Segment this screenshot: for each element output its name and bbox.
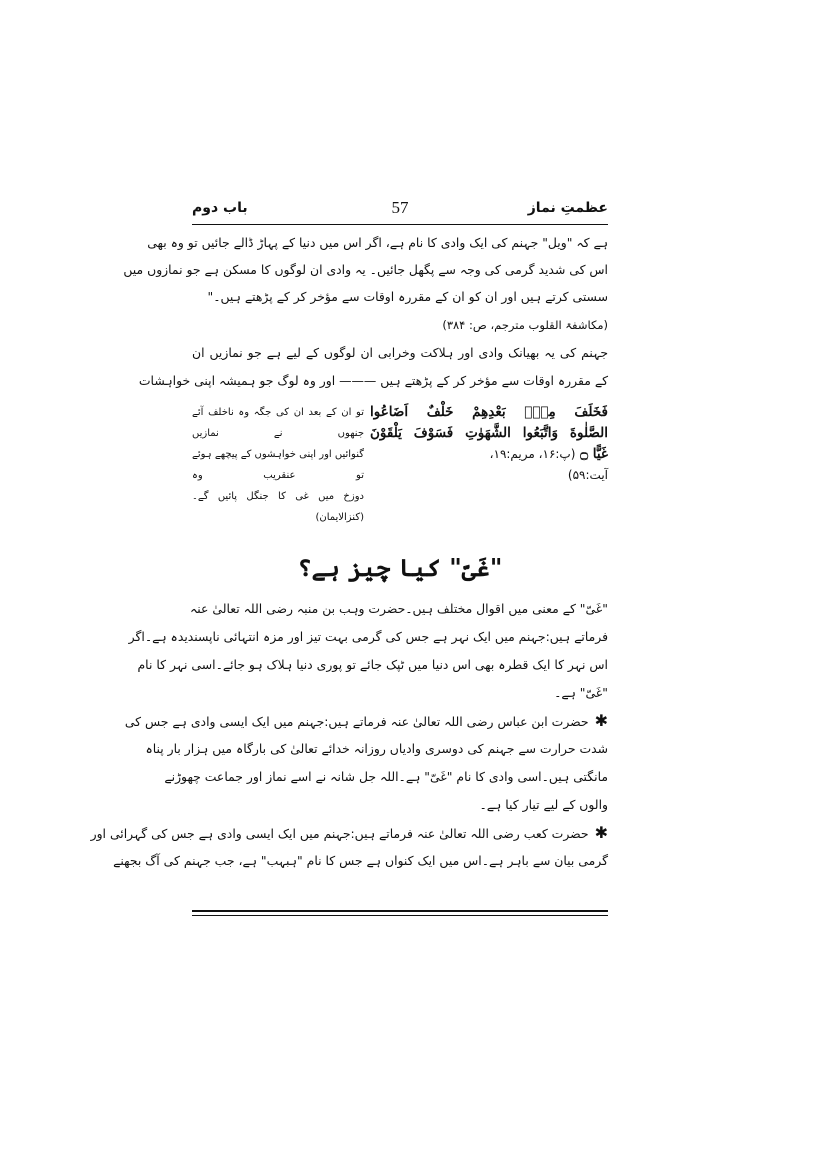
bullet1-line-1	[124, 708, 608, 735]
page-number: 57	[391, 198, 409, 217]
intro-citation: (مکاشفۃ القلوب مترجم، ص: ۳۸۴)	[442, 318, 608, 332]
footer-rule-thick	[192, 910, 608, 912]
footer-rule-thin	[192, 915, 608, 916]
section-line-3: اس نہر کا ایک قطرہ بھی اس دنیا میں ٹپک جائے تو پوری دنیا ہلاک ہو جائے۔اسی نہر کا نام	[137, 657, 608, 672]
section-heading: "غَیّ" کیا چیز ہے؟	[297, 553, 503, 582]
bullet1-line-3: مانگتی ہیں۔اسی وادی کا نام "غَیّ" ہے۔اللہ جل شانہ نے اسے نماز اور جماعت چھوڑنے	[164, 769, 608, 784]
book-page	[90, 198, 608, 920]
section-line-2: فرماتے ہیں:جہنم میں ایک نہر ہے جس کی گرمی بہت تیز اور مزہ انتہائی ناپسندیدہ ہے۔اگر	[128, 629, 608, 644]
bullet2-line-2: گرمی بیان سے باہر ہے۔اس میں ایک کنواں ہے جس کا نام "ہبہب" ہے، جب جہنم کی آگ بجھنے	[113, 853, 608, 868]
intro-line-3: سستی کرتے ہیں اور ان کو ان کے مقررہ اوقات سے مؤخر کر کے پڑھتے ہیں۔"	[207, 289, 608, 304]
verse-translation-line-1: تو ان کے بعد ان کی جگہ وہ ناخلف آئے جنھوں نے نمازیں	[192, 407, 364, 439]
verse-translation	[192, 402, 364, 528]
para2-line-2: کے مقررہ اوقات سے مؤخر کر کے پڑھتے ہیں ——— اور وہ لوگ جو ہمیشہ اپنی خواہشات	[138, 373, 608, 388]
intro-line-1: ہے کہ "ویل" جہنم کی ایک وادی کا نام ہے، اگر اس میں دنیا کے پہاڑ ڈالے جائیں تو وہ بھی	[147, 235, 608, 250]
verse-arabic-line-1: فَخَلَفَ مِنْۢ بَعْدِهِمْ خَلْفٌ اَضَاعُوا	[370, 404, 608, 420]
book-title: عظمتِ نماز	[527, 200, 608, 216]
page-header	[192, 200, 608, 224]
bullet2-text-1: حضرت کعب رضی اللہ تعالیٰ عنہ فرماتے ہیں:جہنم میں ایک ایسی وادی ہے جس کی گہرائی اور	[90, 826, 589, 841]
bullet-star-icon: ✱	[594, 711, 608, 730]
verse-translation-line-3: دوزخ میں غی کا جنگل پائیں گے۔(کنزالایمان)	[192, 491, 364, 523]
verse-arabic-line-3: غَيًّا ۝ (پ:۱۶، مریم:۱۹،	[489, 446, 608, 462]
verse-reference-inline: (پ:۱۶، مریم:۱۹،	[489, 447, 576, 461]
section-line-4: "غَیّ" ہے۔	[554, 685, 608, 700]
bullet2-line-1	[90, 820, 608, 847]
section-line-1: "غَیّ" کے معنی میں اقوال مختلف ہیں۔حضرت وہب بن منبہ رضی اللہ تعالیٰ عنہ	[190, 601, 608, 616]
verse-translation-line-2: گنوائیں اور اپنی خواہشوں کے پیچھے ہوئے تو عنقریب وہ	[192, 449, 364, 481]
verse-reference-end: آیت:۵۹)	[567, 468, 608, 482]
bullet-star-icon: ✱	[594, 823, 608, 842]
bullet1-line-2: شدت حرارت سے جہنم کی دوسری وادیاں روزانہ خدائے تعالیٰ کی بارگاہ میں ہزار بار پناہ	[145, 741, 608, 756]
quran-verse-block	[192, 402, 608, 523]
chapter-label: باب دوم	[192, 200, 248, 216]
para2-line-1: جہنم کی یہ بھیانک وادی اور ہلاکت وخرابی ان لوگوں کے لیے ہے جو نمازیں ان	[192, 345, 608, 360]
bullet1-line-4: والوں کے لیے تیار کیا ہے۔	[479, 797, 608, 812]
verse-arabic-end: غَيًّا	[592, 446, 608, 462]
bullet1-text-1: حضرت ابن عباس رضی اللہ تعالیٰ عنہ فرماتے ہیں:جہنم میں ایک ایسی وادی ہے جس کی	[124, 714, 589, 729]
verse-arabic-line-2: الصَّلٰوةَ وَاتَّبَعُوا الشَّهَوٰتِ فَسَوْفَ يَلْقَوْنَ	[370, 425, 608, 441]
header-rule	[192, 224, 608, 225]
intro-line-2: اس کی شدید گرمی کی وجہ سے پگھل جائیں۔ یہ وادی ان لوگوں کا مسکن ہے جو نمازوں میں	[123, 262, 608, 277]
verse-arabic	[370, 402, 608, 465]
